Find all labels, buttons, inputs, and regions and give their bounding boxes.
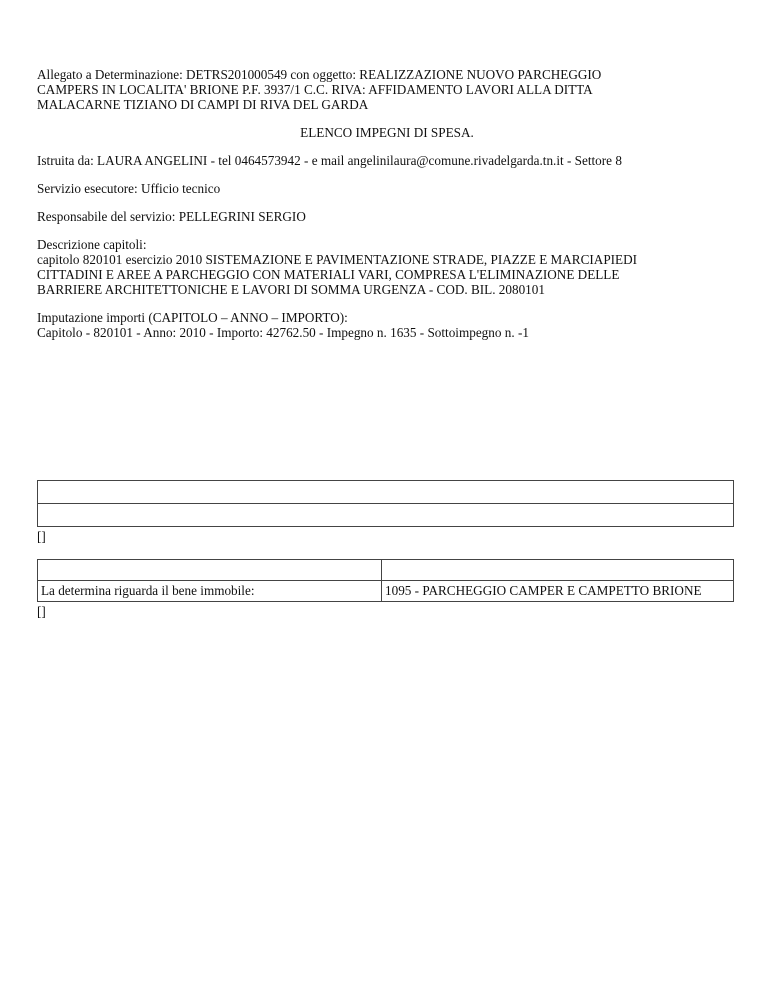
empty-table xyxy=(37,480,734,527)
header-line: MALACARNE TIZIANO DI CAMPI DI RIVA DEL GARDA xyxy=(37,97,369,112)
table-row xyxy=(38,581,734,602)
immobile-label-cell: La determina riguarda il bene immobile: xyxy=(38,581,382,602)
responsabile-servizio: Responsabile del servizio: PELLEGRINI SERGIO xyxy=(37,209,306,224)
descrizione-label: Descrizione capitoli: xyxy=(37,237,147,252)
descrizione-capitoli xyxy=(37,237,737,297)
table-row xyxy=(38,504,734,527)
header-line: CAMPERS IN LOCALITA' BRIONE P.F. 3937/1 C.C. RIVA: AFFIDAMENTO LAVORI ALLA DITTA xyxy=(37,82,593,97)
descrizione-line: capitolo 820101 esercizio 2010 SISTEMAZIONE E PAVIMENTAZIONE STRADE, PIAZZE E MARCIAPIEDI xyxy=(37,252,638,267)
table-row xyxy=(38,560,734,581)
immobile-table xyxy=(37,559,734,602)
table-row xyxy=(38,481,734,504)
imputazione-line: Capitolo - 820101 - Anno: 2010 - Importo: 42762.50 - Impegno n. 1635 - Sottoimpegno n. -1 xyxy=(37,325,529,340)
header-line: Allegato a Determinazione: DETRS201000549 con oggetto: REALIZZAZIONE NUOVO PARCHEGGIO xyxy=(37,67,602,82)
document-title: ELENCO IMPEGNI DI SPESA. xyxy=(300,125,474,140)
table-cell xyxy=(382,560,734,581)
servizio-esecutore: Servizio esecutore: Ufficio tecnico xyxy=(37,181,221,196)
immobile-value-cell: 1095 - PARCHEGGIO CAMPER E CAMPETTO BRIONE xyxy=(382,581,734,602)
imputazione-label: Imputazione importi (CAPITOLO – ANNO – IMPORTO): xyxy=(37,310,348,325)
istruita-da: Istruita da: LAURA ANGELINI - tel 0464573942 - e mail angelinilaura@comune.rivadelgarda.tn.it - Settore 8 xyxy=(37,153,622,168)
descrizione-line: CITTADINI E AREE A PARCHEGGIO CON MATERIALI VARI, COMPRESA L'ELIMINAZIONE DELLE xyxy=(37,267,620,282)
header-subject xyxy=(37,67,737,112)
table-cell xyxy=(38,504,734,527)
empty-list-marker: [] xyxy=(37,529,46,544)
document-page xyxy=(37,67,737,634)
imputazione-importi xyxy=(37,310,737,340)
descrizione-line: BARRIERE ARCHITETTONICHE E LAVORI DI SOMMA URGENZA - COD. BIL. 2080101 xyxy=(37,282,545,297)
table-cell xyxy=(38,481,734,504)
empty-list-marker: [] xyxy=(37,604,46,619)
table-cell xyxy=(38,560,382,581)
